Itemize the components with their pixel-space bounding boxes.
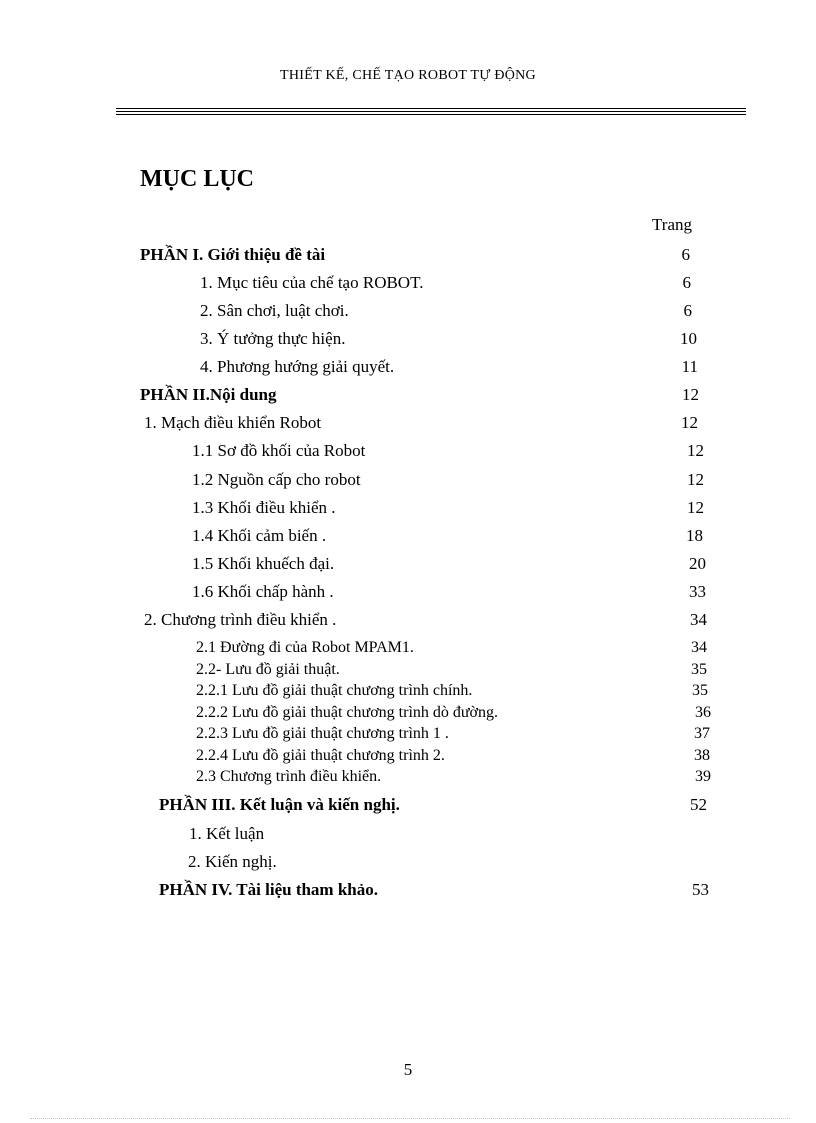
toc-entry-label: 1.2 Nguồn cấp cho robot: [192, 470, 361, 489]
toc-entry-page: 10: [680, 329, 697, 348]
toc-entry-label: 1.3 Khối điều khiển .: [192, 498, 336, 517]
toc-entry-label: 4. Phương hướng giải quyết.: [200, 357, 395, 376]
page-bottom-border: [30, 1118, 790, 1119]
toc-entry-page: 37: [694, 725, 710, 742]
toc-entry-label: PHẦN III. Kết luận và kiến nghị.: [159, 795, 400, 814]
toc-entry-label: 2. Sân chơi, luật chơi.: [200, 301, 349, 320]
toc-entry-page: 20: [689, 554, 706, 573]
toc-entry-label: PHẦN IV. Tài liệu tham khảo.: [159, 880, 378, 899]
toc-entry-page: 6: [682, 273, 691, 292]
toc-entry-label: 2.3 Chương trình điều khiển.: [196, 768, 382, 785]
toc-entry-label: 1.6 Khối chấp hành .: [192, 582, 334, 601]
toc-entry-page: 18: [686, 526, 703, 545]
toc-entry-page: 12: [682, 385, 699, 404]
toc-title: MỤC LỤC: [140, 166, 254, 192]
toc-entry-label: 2.2.3 Lưu đồ giải thuật chương trình 1 .: [196, 725, 449, 742]
toc-entry-page: 35: [692, 682, 708, 699]
toc-entry-page: 12: [681, 413, 698, 432]
toc-entry-label: PHẦN I. Giới thiệu đề tài: [140, 245, 326, 264]
toc-entry-page: 38: [694, 747, 710, 764]
header-divider: [116, 108, 746, 109]
toc-entry-label: 3. Ý tưởng thực hiện.: [200, 329, 346, 348]
toc-entry-page: 33: [689, 582, 706, 601]
toc-entry-page: 12: [687, 470, 704, 489]
toc-entry-label: 2. Chương trình điều khiển .: [144, 610, 337, 629]
toc-entry-label: 2. Kiến nghị.: [188, 852, 277, 871]
toc-entry-label: 1.1 Sơ đồ khối của Robot: [192, 441, 366, 460]
header-divider: [116, 114, 746, 115]
toc-entry-page: 35: [691, 661, 707, 678]
toc-entry-page: 34: [690, 610, 707, 629]
toc-entry-page: 12: [687, 498, 704, 517]
toc-entry-page: 12: [687, 441, 704, 460]
toc-entry-page: 11: [681, 357, 698, 376]
toc-entry-label: 2.2.4 Lưu đồ giải thuật chương trình 2.: [196, 747, 445, 764]
toc-entry-label: 2.2.1 Lưu đồ giải thuật chương trình chính.: [196, 682, 473, 699]
toc-page-label: Trang: [652, 215, 692, 234]
toc-entry-page: 36: [695, 704, 711, 721]
toc-entry-label: 1.5 Khối khuếch đại.: [192, 554, 335, 573]
toc-entry-page: 52: [690, 795, 707, 814]
toc-entry-page: 34: [691, 639, 707, 656]
header-divider: [116, 111, 746, 112]
toc-entry-label: 1. Kết luận: [189, 824, 265, 843]
toc-entry-label: PHẦN II.Nội dung: [140, 385, 277, 404]
toc-entry-label: 1.4 Khối cảm biến .: [192, 526, 327, 545]
toc-entry-label: 2.2.2 Lưu đồ giải thuật chương trình dò đường.: [196, 704, 499, 721]
page-header: THIẾT KẾ, CHẾ TẠO ROBOT TỰ ĐỘNG: [280, 68, 536, 83]
toc-entry-label: 2.2- Lưu đồ giải thuật.: [196, 661, 340, 678]
toc-entry-label: 1. Mục tiêu của chế tạo ROBOT.: [200, 273, 424, 292]
toc-entry-label: 1. Mạch điều khiển Robot: [144, 413, 322, 432]
toc-entry-page: 53: [692, 880, 709, 899]
page-number: 5: [403, 1060, 413, 1079]
toc-entry-page: 6: [681, 245, 690, 264]
toc-entry-label: 2.1 Đường đi của Robot MPAM1.: [196, 639, 414, 656]
toc-entry-page: 6: [683, 301, 692, 320]
toc-entry-page: 39: [695, 768, 711, 785]
